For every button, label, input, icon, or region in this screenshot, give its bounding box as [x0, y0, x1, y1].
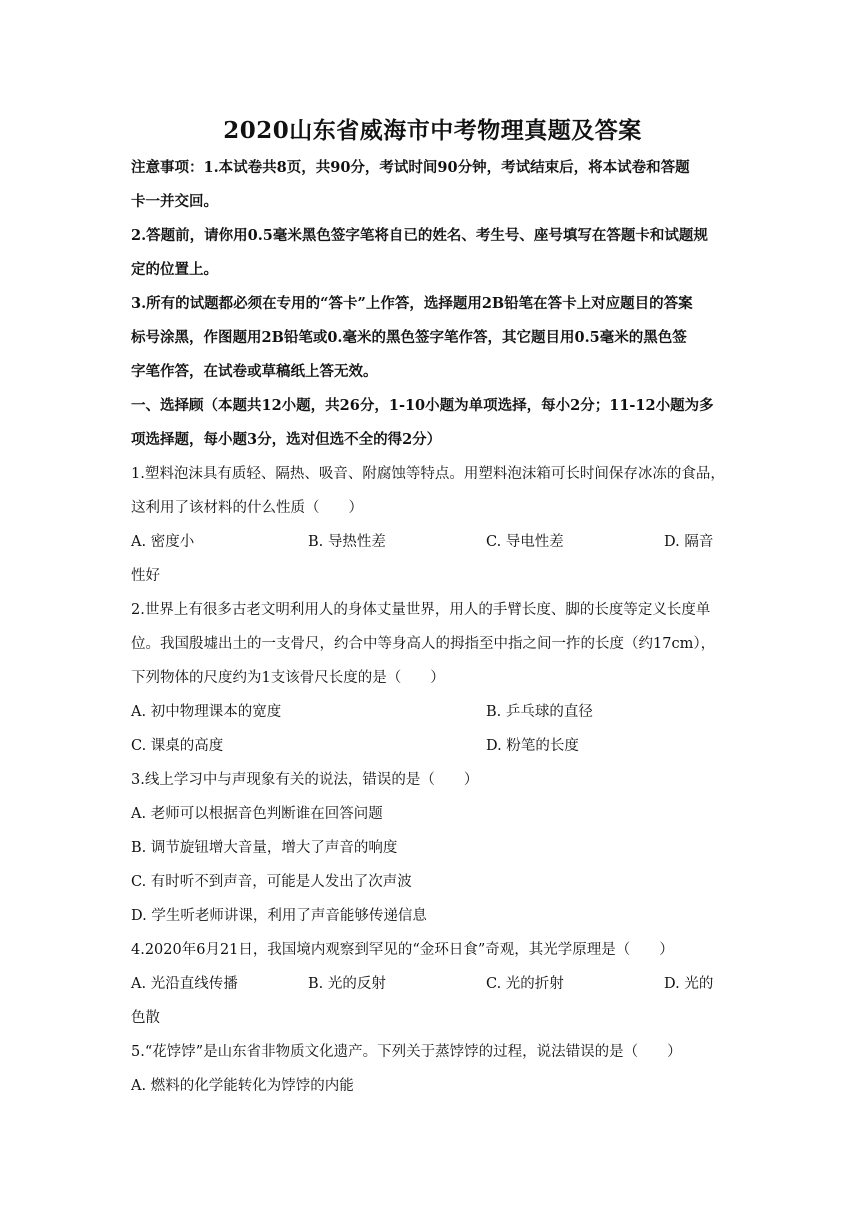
question-1-option-d: D. 隔音 — [664, 534, 714, 550]
notice-line-1: 注意事项：1.本试卷共8页，共90分，考试时间90分钟，考试结束后，将本试卷和答题 — [131, 159, 690, 176]
question-5-option-a: A. 燃料的化学能转化为饽饽的内能 — [131, 1078, 354, 1094]
notice-line-4: 定的位置上。 — [131, 261, 218, 278]
question-4-option-a: A. 光沿直线传播 — [131, 976, 238, 992]
question-3-option-d: D. 学生听老师讲课，利用了声音能够传递信息 — [131, 908, 427, 924]
question-2-option-b: B. 乒乓球的直径 — [486, 704, 593, 720]
question-4-option-d: D. 光的 — [664, 976, 714, 992]
question-4-option-b: B. 光的反射 — [308, 976, 386, 992]
question-3-option-a: A. 老师可以根据音色判断谁在回答问题 — [131, 806, 383, 822]
question-1-line-1: 1.塑料泡沫具有质轻、隔热、吸音、附腐蚀等特点。用塑料泡沫箱可长时间保存冰冻的食品， — [131, 466, 725, 482]
question-3-line-1: 3.线上学习中与声现象有关的说法，错误的是（ ） — [131, 772, 479, 788]
question-1-option-a: A. 密度小 — [131, 534, 195, 550]
question-3-option-b: B. 调节旋钮增大音量，增大了声音的响度 — [131, 840, 398, 856]
question-2-option-d: D. 粉笔的长度 — [486, 738, 579, 754]
question-2-option-a: A. 初中物理课本的宽度 — [131, 704, 282, 720]
section-heading-line-2: 项选择题，每小题3分，选对但选不全的得2分） — [131, 431, 442, 448]
notice-line-6: 标号涂黑，作图题用2B铅笔或0.毫米的黑色签字笔作答，其它题目用0.5毫米的黑色签 — [131, 329, 687, 346]
notice-line-5: 3.所有的试题都必须在专用的“答卡”上作答，选择题用2B铅笔在答卡上对应题目的答案 — [131, 295, 693, 312]
question-2-option-c: C. 课桌的高度 — [131, 738, 224, 754]
question-1-option-c: C. 导电性差 — [486, 534, 564, 550]
question-4-line-1: 4.2020年6月21日，我国境内观察到罕见的“金环日食”奇观，其光学原理是（ ） — [131, 942, 674, 958]
question-1-line-2: 这利用了该材料的什么性质（ ） — [131, 500, 363, 516]
question-3-option-c: C. 有时听不到声音，可能是人发出了次声波 — [131, 874, 412, 890]
notice-line-2: 卡一并交回。 — [131, 193, 218, 210]
section-heading-line-1: 一、选择顾（本题共12小题，共26分，1-10小题为单项选择，每小2分；11-12小题为多 — [131, 397, 714, 414]
page-title: 2020山东省威海市中考物理真题及答案 — [223, 117, 642, 144]
question-4-option-d-wrap: 色散 — [131, 1010, 160, 1026]
question-1-option-d-wrap: 性好 — [131, 568, 160, 584]
question-2-line-1: 2.世界上有很多古老文明利用人的身体丈量世界，用人的手臂长度、脚的长度等定义长度单 — [131, 602, 711, 618]
notice-line-7: 字笔作答，在试卷或草稿纸上答无效。 — [131, 363, 378, 380]
question-4-option-c: C. 光的折射 — [486, 976, 564, 992]
notice-line-3: 2.答题前，请你用0.5毫米黑色签字笔将自已的姓名、考生号、座号填写在答题卡和试题规 — [131, 227, 708, 244]
question-2-line-3: 下列物体的尺度约为1支该骨尺长度的是（ ） — [131, 670, 445, 686]
question-1-option-b: B. 导热性差 — [308, 534, 386, 550]
question-2-line-2: 位。我国殷墟出土的一支骨尺，约合中等身高人的拇指至中指之间一拃的长度（约17cm）， — [131, 636, 716, 652]
question-5-line-1: 5.“花饽饽”是山东省非物质文化遗产。下列关于蒸饽饽的过程，说法错误的是（ ） — [131, 1044, 682, 1060]
